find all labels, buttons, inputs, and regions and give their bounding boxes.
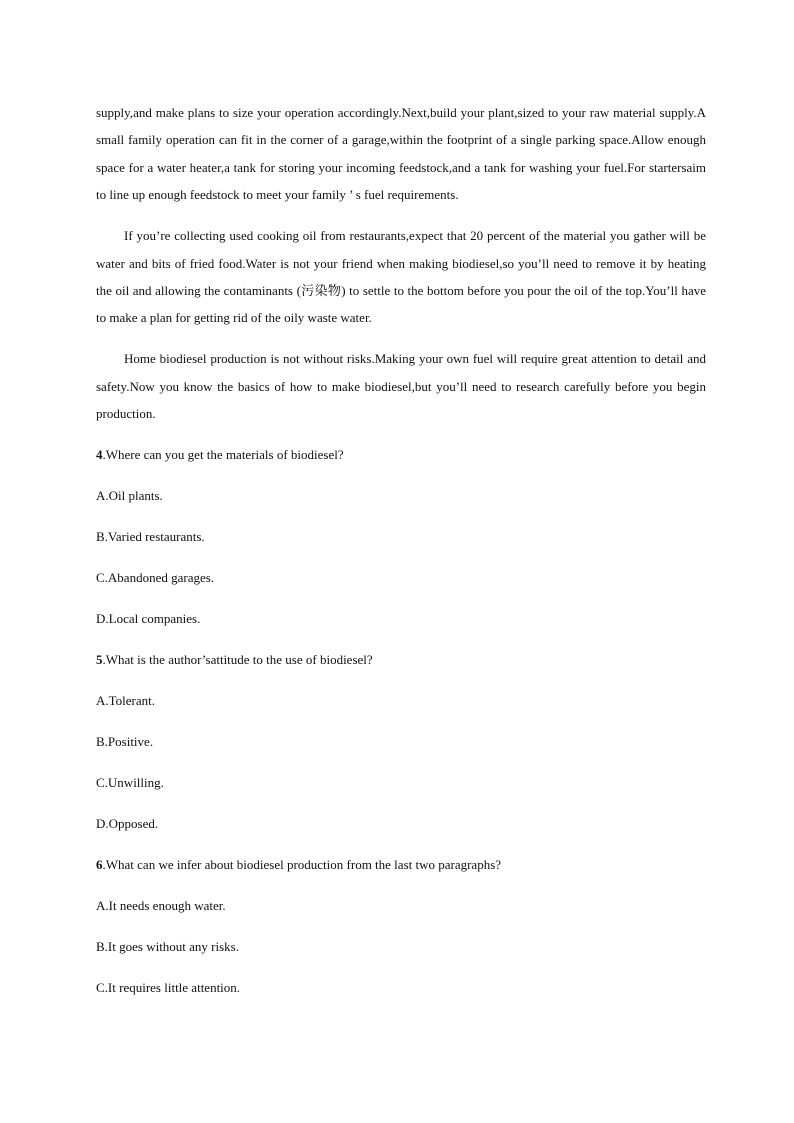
passage-paragraph-2: If you’re collecting used cooking oil from restaurants,expect that 20 percent of the material you gather will be water and bits of fried food.Water is not your friend when making biodiesel,so you’ll need to remove it by heating the oil and allowing the contaminants (污染物) to settle to the bottom before you pour the oil of the top.You’ll have to make a plan for getting rid of the oily waste water. [96, 228, 706, 326]
option-d: D.Opposed. [96, 815, 159, 831]
question-text: .What is the author’sattitude to the use of biodiesel? [102, 651, 373, 667]
passage-paragraph-3: Home biodiesel production is not without risks.Making your own fuel will require great attention to detail and safety.Now you know the basics of how to make biodiesel,but you’ll need to research carefully before you begin production. [96, 351, 706, 422]
question-stem [96, 441, 706, 482]
question-number: 4 [96, 446, 103, 462]
option-d: D.Local companies. [96, 610, 201, 626]
option-a: A.Tolerant. [96, 692, 156, 708]
option-b: B.Varied restaurants. [96, 528, 205, 544]
question-text: .What can we infer about biodiesel production from the last two paragraphs? [102, 856, 502, 872]
question-text: .Where can you get the materials of biodiesel? [102, 446, 344, 462]
question-stem [96, 851, 706, 892]
question-4 [96, 441, 706, 646]
question-6 [96, 851, 706, 1015]
passage-paragraph-1: supply,and make plans to size your operation accordingly.Next,build your plant,sized to your raw material supply.A small family operation can fit in the corner of a garage,within the footprint of a single parking space.Allow enough space for a water heater,a tank for storing your incoming feedstock,and a tank for washing your fuel.For startersaim to line up enough feedstock to meet your family ’ s fuel requirements. [96, 105, 706, 203]
option-a: A.Oil plants. [96, 487, 163, 503]
question-number: 5 [96, 651, 103, 667]
question-5 [96, 646, 706, 851]
question-stem [96, 646, 706, 687]
option-b: B.Positive. [96, 733, 154, 749]
option-a: A.It needs enough water. [96, 897, 226, 913]
option-c: C.Abandoned garages. [96, 569, 215, 585]
option-c: C.It requires little attention. [96, 979, 241, 995]
document-page [96, 99, 706, 1015]
option-c: C.Unwilling. [96, 774, 164, 790]
option-b: B.It goes without any risks. [96, 938, 239, 954]
question-number: 6 [96, 856, 103, 872]
